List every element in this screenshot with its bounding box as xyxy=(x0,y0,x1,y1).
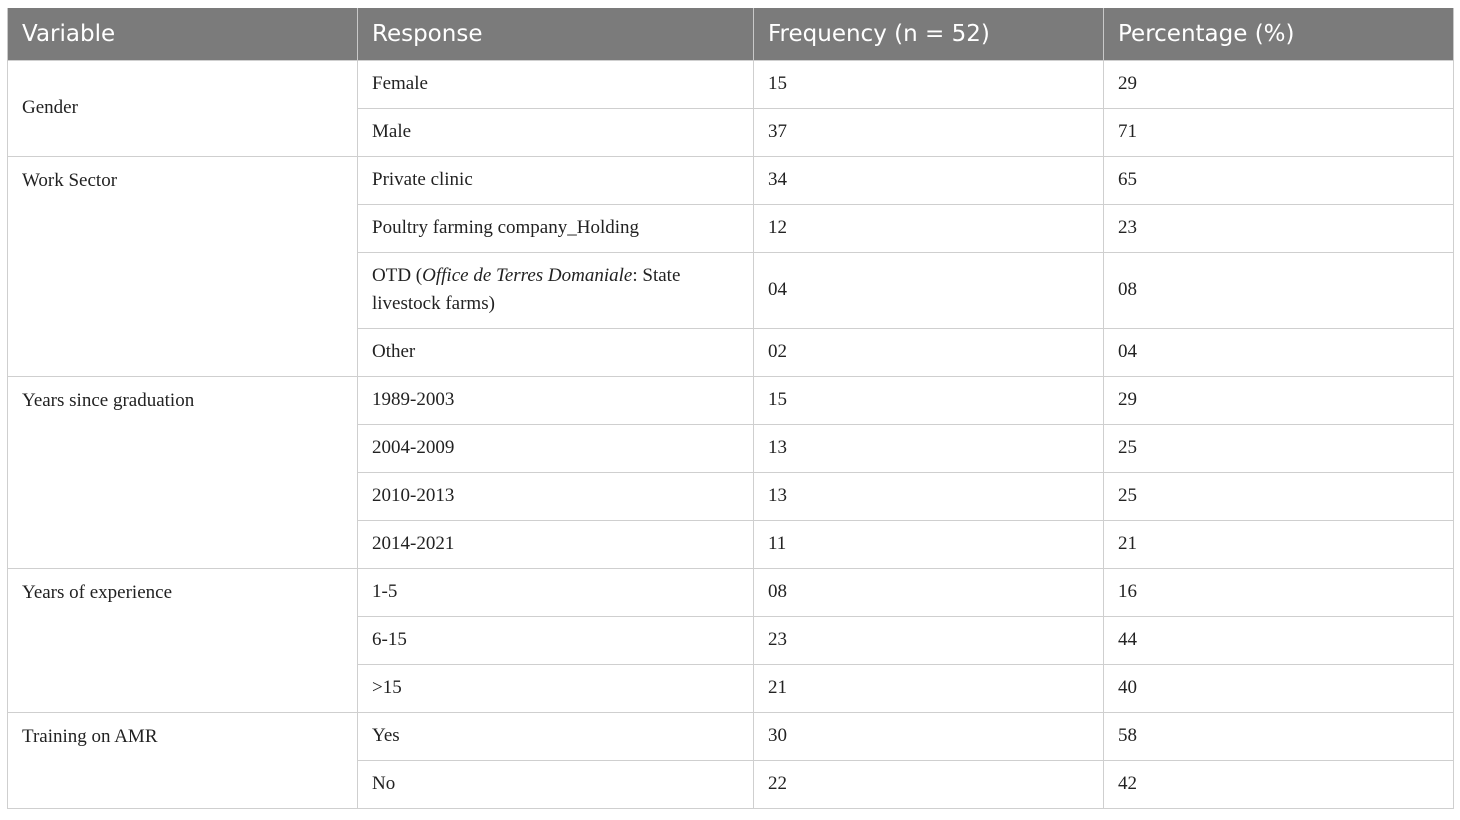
response-cell: Male xyxy=(358,108,754,156)
response-cell: 2014-2021 xyxy=(358,520,754,568)
table-container xyxy=(7,8,1453,809)
header-response: Response xyxy=(358,8,754,60)
percentage-cell: 40 xyxy=(1104,664,1454,712)
variable-cell: Gender xyxy=(8,60,358,156)
frequency-cell: 04 xyxy=(754,252,1104,328)
demographics-table xyxy=(7,8,1454,809)
frequency-cell: 15 xyxy=(754,60,1104,108)
frequency-cell: 13 xyxy=(754,472,1104,520)
percentage-cell: 25 xyxy=(1104,472,1454,520)
table-row xyxy=(8,60,1454,108)
variable-cell: Years since graduation xyxy=(8,376,358,568)
header-frequency: Frequency (n = 52) xyxy=(754,8,1104,60)
frequency-cell: 11 xyxy=(754,520,1104,568)
percentage-cell: 08 xyxy=(1104,252,1454,328)
frequency-cell: 30 xyxy=(754,712,1104,760)
frequency-cell: 12 xyxy=(754,204,1104,252)
frequency-cell: 15 xyxy=(754,376,1104,424)
response-cell: No xyxy=(358,760,754,808)
response-cell: 2010-2013 xyxy=(358,472,754,520)
percentage-cell: 44 xyxy=(1104,616,1454,664)
frequency-cell: 02 xyxy=(754,328,1104,376)
variable-cell: Work Sector xyxy=(8,156,358,376)
response-italic: Office de Terres Domaniale xyxy=(422,265,633,286)
response-cell xyxy=(358,252,754,328)
response-cell: 2004-2009 xyxy=(358,424,754,472)
response-cell: Private clinic xyxy=(358,156,754,204)
response-cell: >15 xyxy=(358,664,754,712)
percentage-cell: 29 xyxy=(1104,376,1454,424)
response-cell: Other xyxy=(358,328,754,376)
response-cell: 1-5 xyxy=(358,568,754,616)
header-percentage: Percentage (%) xyxy=(1104,8,1454,60)
percentage-cell: 23 xyxy=(1104,204,1454,252)
frequency-cell: 22 xyxy=(754,760,1104,808)
frequency-cell: 37 xyxy=(754,108,1104,156)
variable-cell: Training on AMR xyxy=(8,712,358,808)
frequency-cell: 21 xyxy=(754,664,1104,712)
response-cell: 1989-2003 xyxy=(358,376,754,424)
table-row xyxy=(8,156,1454,204)
response-prefix: OTD ( xyxy=(372,265,423,286)
frequency-cell: 23 xyxy=(754,616,1104,664)
header-row xyxy=(8,8,1454,60)
table-row xyxy=(8,712,1454,760)
response-cell: Poultry farming company_Holding xyxy=(358,204,754,252)
percentage-cell: 71 xyxy=(1104,108,1454,156)
percentage-cell: 04 xyxy=(1104,328,1454,376)
percentage-cell: 58 xyxy=(1104,712,1454,760)
response-suffix: : State livestock farms) xyxy=(372,265,681,314)
response-cell: Yes xyxy=(358,712,754,760)
percentage-cell: 25 xyxy=(1104,424,1454,472)
frequency-cell: 08 xyxy=(754,568,1104,616)
percentage-cell: 21 xyxy=(1104,520,1454,568)
frequency-cell: 13 xyxy=(754,424,1104,472)
table-row xyxy=(8,376,1454,424)
percentage-cell: 42 xyxy=(1104,760,1454,808)
percentage-cell: 65 xyxy=(1104,156,1454,204)
table-row xyxy=(8,568,1454,616)
response-cell: Female xyxy=(358,60,754,108)
frequency-cell: 34 xyxy=(754,156,1104,204)
header-variable: Variable xyxy=(8,8,358,60)
percentage-cell: 29 xyxy=(1104,60,1454,108)
percentage-cell: 16 xyxy=(1104,568,1454,616)
variable-cell: Years of experience xyxy=(8,568,358,712)
response-cell: 6-15 xyxy=(358,616,754,664)
